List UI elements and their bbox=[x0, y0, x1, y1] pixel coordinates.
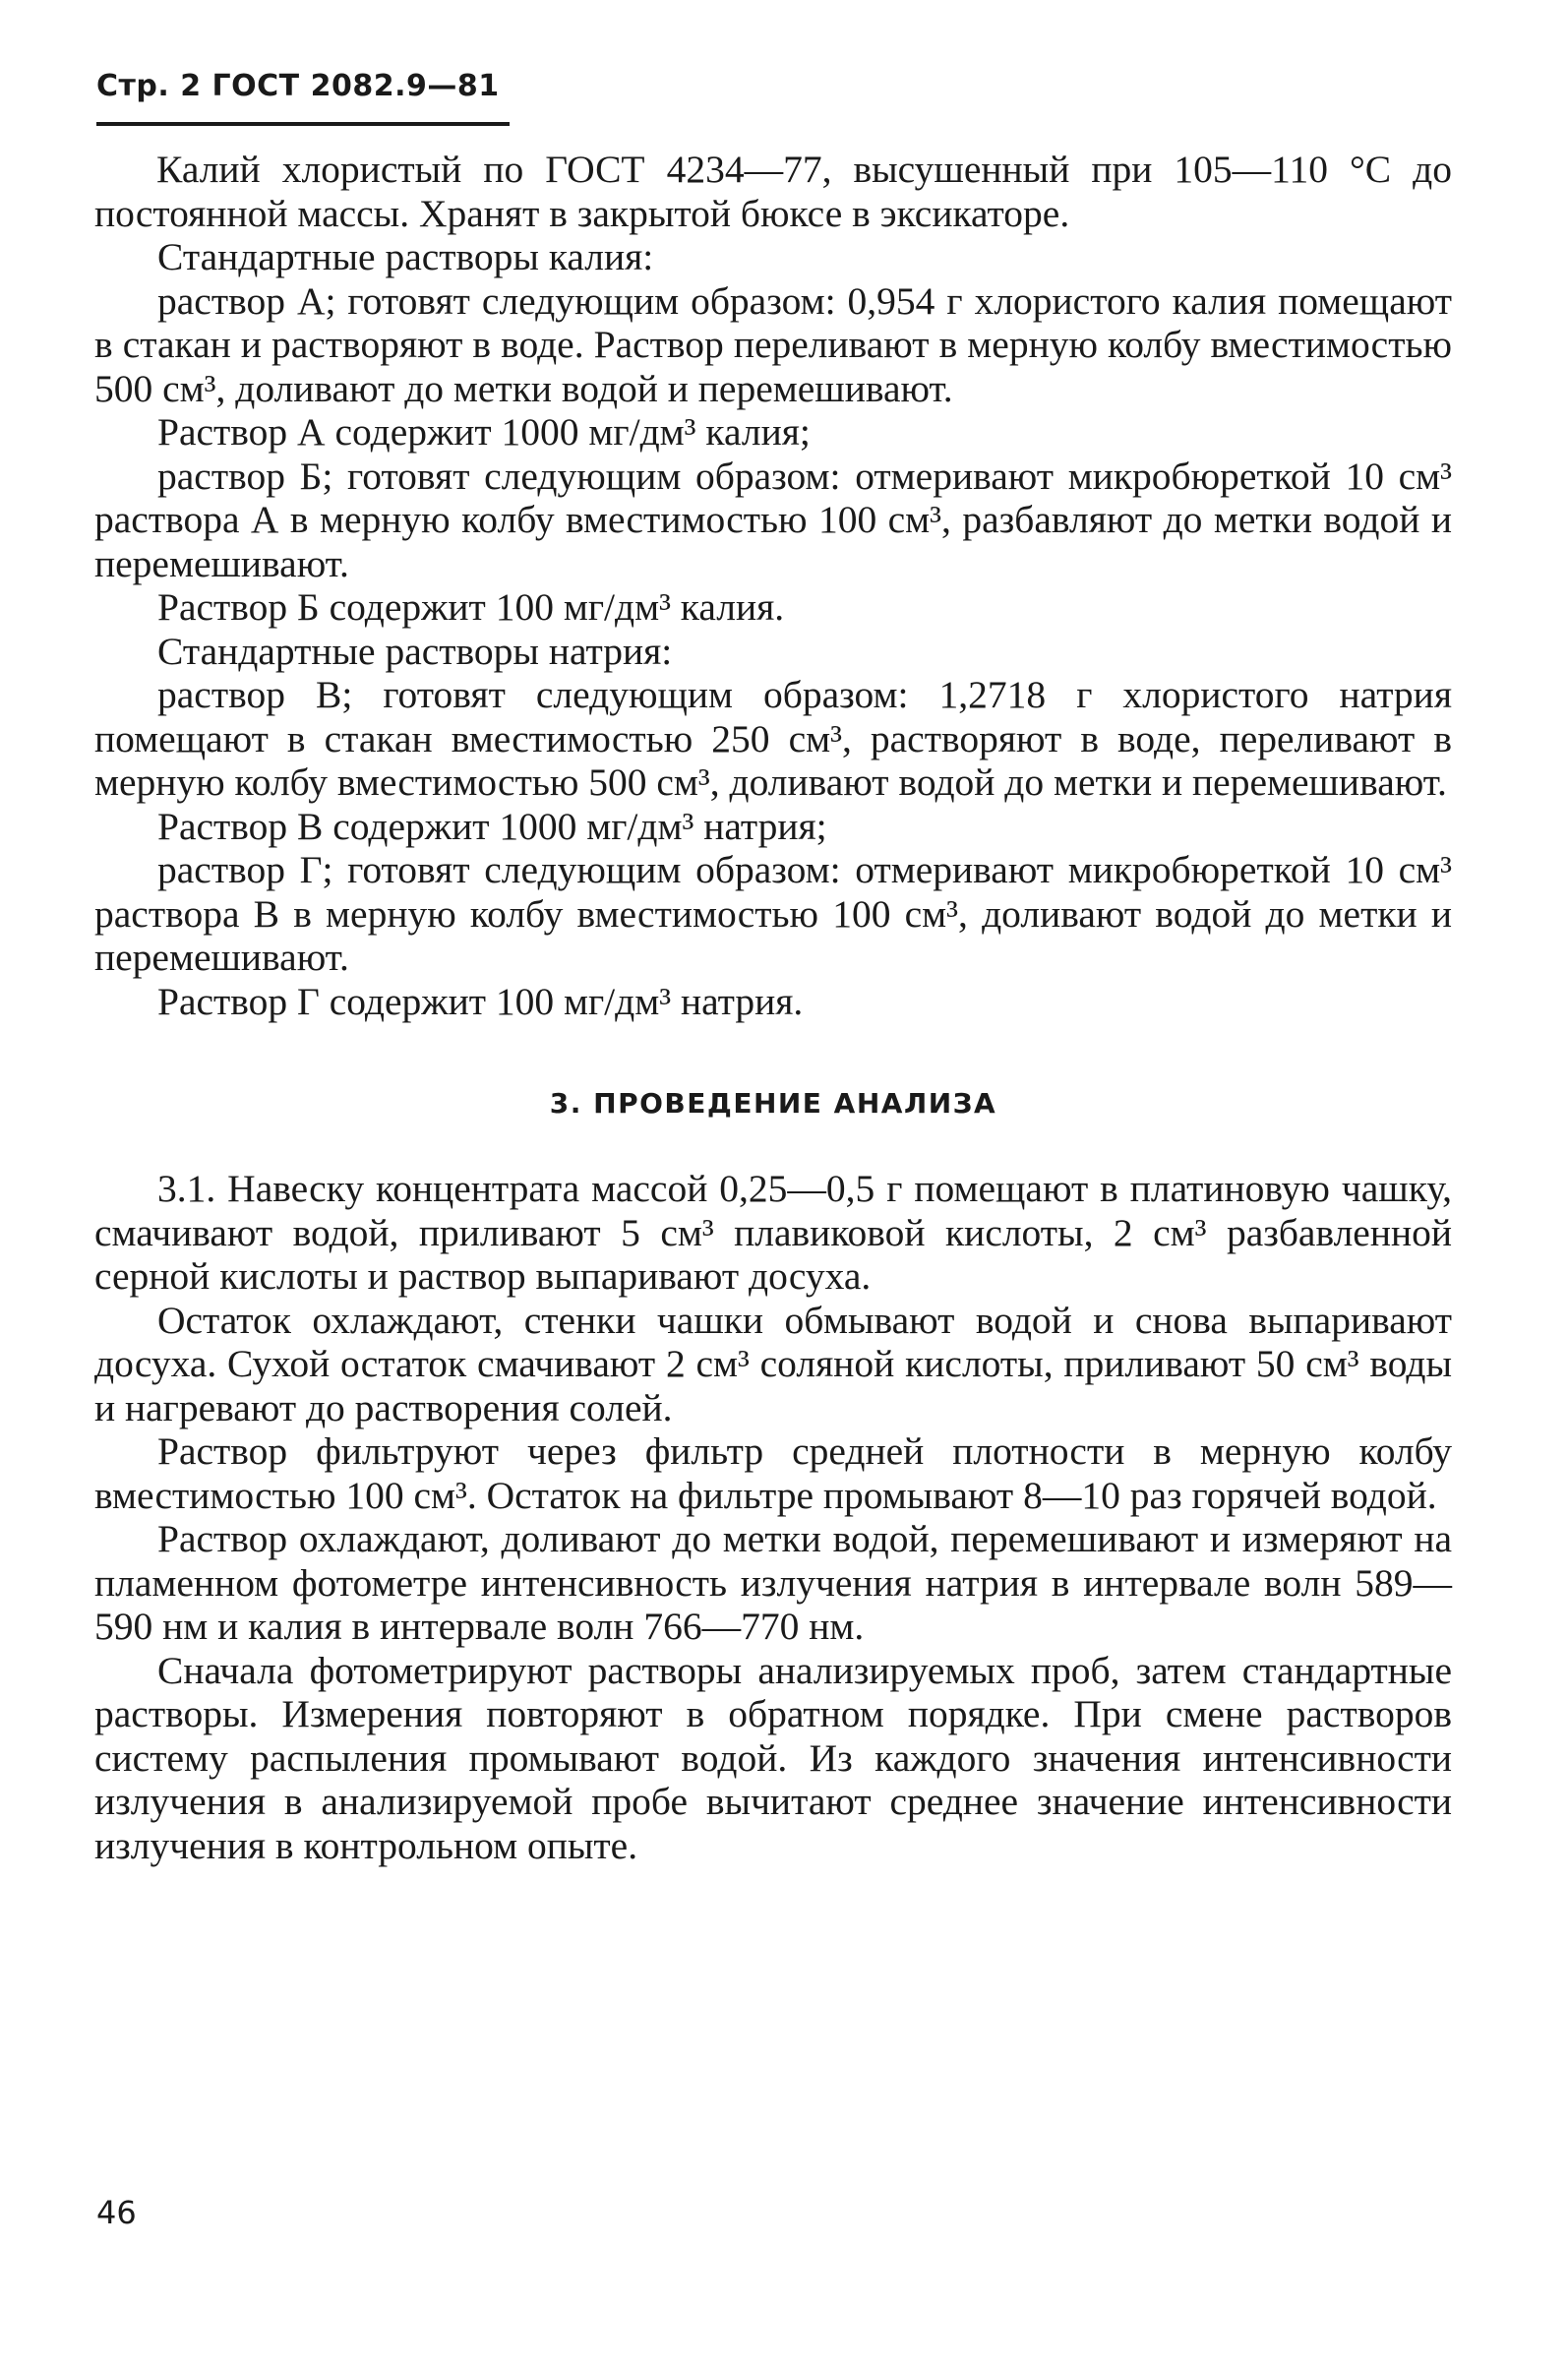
paragraph-solution-b-content: Раствор Б содержит 100 мг/дм³ калия. bbox=[157, 585, 785, 629]
paragraph-solution-a-content: Раствор А содержит 1000 мг/дм³ калия; bbox=[157, 410, 811, 454]
body-text bbox=[94, 148, 1452, 1867]
paragraph-photometry-order: Сначала фотометрируют растворы анализируемых проб, затем стандартные растворы. Измерения повторяют в обратном порядке. При смене растворов систему распыления промывают водой. Из каждого значения интенсивности излучения в анализируемой пробе вычитают среднее значение интенсивности излучения в контрольном опыте. bbox=[94, 1648, 1452, 1867]
paragraph-3-1: 3.1. Навеску концентрата массой 0,25—0,5 г помещают в платиновую чашку, смачивают водой, приливают 5 см³ плавиковой кислоты, 2 см³ разбавленной серной кислоты и раствор выпаривают досуха. bbox=[94, 1167, 1452, 1298]
paragraph-solution-v-content: Раствор В содержит 1000 мг/дм³ натрия; bbox=[157, 804, 827, 848]
paragraph-solution-g: раствор Г; готовят следующим образом: отмеривают микробюреткой 10 см³ раствора В в мерную колбу вместимостью 100 см³, доливают водой до метки и перемешивают. bbox=[94, 848, 1452, 979]
paragraph-solution-b: раствор Б; готовят следующим образом: отмеривают микробюреткой 10 см³ раствора А в мерную колбу вместимостью 100 см³, разбавляют до метки водой и перемешивают. bbox=[94, 454, 1452, 585]
page-number: 46 bbox=[96, 2194, 137, 2231]
paragraph-potassium-chloride: Калий хлористый по ГОСТ 4234—77, высушенный при 105—110 °С до постоянной массы. Хранят в закрытой бюксе в эксикаторе. bbox=[94, 148, 1452, 235]
paragraph-solution-g-content: Раствор Г содержит 100 мг/дм³ натрия. bbox=[157, 979, 804, 1023]
paragraph-photometer-measurement: Раствор охлаждают, доливают до метки водой, перемешивают и измеряют на пламенном фотометре интенсивность излучения натрия в интервале волн 589—590 нм и калия в интервале волн 766—770 нм. bbox=[94, 1517, 1452, 1648]
paragraph-solution-v: раствор В; готовят следующим образом: 1,2718 г хлористого натрия помещают в стакан вместимостью 250 см³, растворяют в воде, переливают в мерную колбу вместимостью 500 см³, доливают водой до метки и перемешивают. bbox=[94, 673, 1452, 804]
section-heading: 3. ПРОВЕДЕНИЕ АНАЛИЗА bbox=[549, 1087, 997, 1120]
paragraph-solution-a: раствор А; готовят следующим образом: 0,954 г хлористого калия помещают в стакан и растворяют в воде. Раствор переливают в мерную колбу вместимостью 500 см³, доливают до метки водой и перемешивают. bbox=[94, 278, 1452, 410]
paragraph-sodium-standards-title: Стандартные растворы натрия: bbox=[157, 629, 673, 673]
header-rule bbox=[96, 122, 510, 126]
paragraph-filtering: Раствор фильтруют через фильтр средней плотности в мерную колбу вместимостью 100 см³. Остаток на фильтре промывают 8—10 раз горячей водой. bbox=[94, 1429, 1452, 1517]
running-head: Стр. 2 ГОСТ 2082.9—81 bbox=[96, 69, 500, 103]
paragraph-potassium-standards-title: Стандартные растворы калия: bbox=[157, 235, 654, 278]
paragraph-residue-cooling: Остаток охлаждают, стенки чашки обмывают водой и снова выпаривают досуха. Сухой остаток смачивают 2 см³ соляной кислоты, приливают 50 см³ воды и нагревают до растворения солей. bbox=[94, 1298, 1452, 1429]
